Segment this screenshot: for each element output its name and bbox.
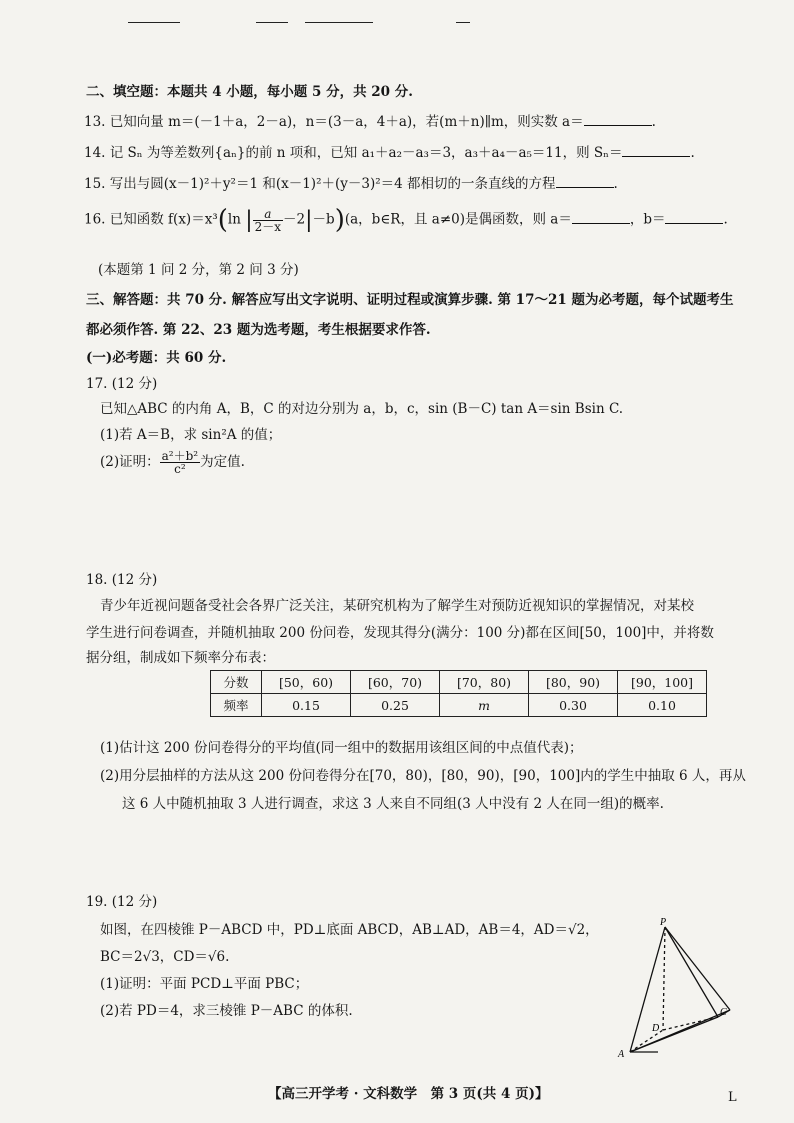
section3-part1: (一)必考题：共 60 分.	[86, 350, 227, 366]
q19-stem-line1: 如图，在四棱锥 P－ABCD 中，PD⊥底面 ABCD，AB⊥AD，AB＝4，AD＝√2，	[100, 922, 599, 938]
corner-mark: L	[728, 1090, 737, 1105]
edge-PD	[663, 927, 665, 1030]
q15-period: .	[613, 176, 618, 192]
q16-prefix: 16. 已知函数 f(x)＝x³	[84, 211, 218, 228]
top-rule-1	[128, 22, 180, 23]
frequency-table	[210, 670, 707, 717]
table-cell: 0.30	[529, 694, 618, 717]
label-C: C	[720, 1007, 727, 1018]
q16-mid: (a，b∈R，且 a≠0)是偶函数，则 a＝	[344, 211, 572, 228]
q18-number: 18. (12 分)	[86, 572, 158, 588]
pyramid-figure	[610, 915, 750, 1065]
q17-number: 17. (12 分)	[86, 376, 158, 392]
q13-text: m＝(－1＋a，2－a)，n＝(3－a，4＋a)，若(m＋n)∥m，则实数 a＝	[168, 114, 584, 130]
table-cell: 频率	[211, 694, 262, 717]
q14-answer-blank[interactable]	[622, 144, 690, 157]
q17-part2	[100, 450, 245, 475]
question-16	[84, 205, 728, 235]
table-row	[211, 694, 707, 717]
q17-part1: (1)若 A＝B，求 sin²A 的值；	[100, 427, 282, 443]
section3-heading-line2: 都必须作答. 第 22、23 题为选考题，考生根据要求作答.	[86, 322, 431, 338]
q16-minus-b: －b	[312, 211, 335, 228]
q13-prefix: 13. 已知向量	[84, 114, 169, 130]
q18-stem-line1: 青少年近视问题备受社会各界广泛关注，某研究机构为了解学生对预防近视知识的掌握情况，对某校	[100, 598, 694, 614]
q19-part2: (2)若 PD＝4，求三棱锥 P－ABC 的体积.	[100, 1003, 353, 1019]
q18-part1: (1)估计这 200 份问卷得分的平均值(同一组中的数据用该组区间的中点值代表)；	[100, 740, 583, 756]
table-cell: [90，100]	[618, 671, 707, 694]
q16-abs-left: |	[245, 207, 253, 233]
q16-big-paren-left: (	[217, 205, 228, 235]
q17-part2-suffix: 为定值.	[200, 454, 245, 470]
q14-text: 14. 记 Sₙ 为等差数列{aₙ}的前 n 项和，已知 a₁＋a₂－a₃＝3，a₃＋a₄－a₅＝11，则 Sₙ＝	[84, 145, 623, 161]
q16-minus-two: －2	[283, 211, 306, 228]
table-cell: [50，60)	[262, 671, 351, 694]
q16-period: .	[723, 211, 728, 228]
table-cell: [60，70)	[351, 671, 440, 694]
q17-frac-num: a²＋b²	[161, 449, 199, 463]
q15-answer-blank[interactable]	[556, 175, 614, 188]
q16-frac-num: a	[253, 208, 283, 221]
label-P: P	[660, 917, 667, 928]
q18-part2-line2: 这 6 人中随机抽取 3 人进行调查，求这 3 人来自不同组(3 人中没有 2 人在同一组)的概率.	[122, 796, 664, 812]
table-cell: 0.25	[351, 694, 440, 717]
q17-stem: 已知△ABC 的内角 A，B，C 的对边分别为 a，b，c，sin (B－C) tan A＝sin Bsin C.	[100, 401, 624, 417]
q16-scoring-note: (本题第 1 问 2 分，第 2 问 3 分)	[98, 262, 299, 278]
edge-PA	[630, 927, 665, 1052]
q19-number: 19. (12 分)	[86, 894, 158, 910]
q18-part2-line1: (2)用分层抽样的方法从这 200 份问卷得分在[70，80)，[80，90)，[90，100]内的学生中抽取 6 人，再从	[100, 768, 746, 784]
label-D: D	[652, 1023, 660, 1034]
table-cell: [70，80)	[440, 671, 529, 694]
q16-big-paren-right: )	[334, 205, 345, 235]
question-14	[84, 141, 695, 161]
top-rule-2	[256, 22, 288, 23]
top-rule-4	[456, 22, 470, 23]
edge-PB	[665, 927, 730, 1010]
top-rule-3	[305, 22, 373, 23]
q13-period: .	[651, 114, 656, 130]
q16-frac-den: 2－x	[254, 219, 282, 234]
q15-text: 15. 写出与圆(x－1)²＋y²＝1 和(x－1)²＋(y－3)²＝4 都相切的一条直线的方程	[84, 176, 556, 192]
q16-abs-right: |	[305, 207, 313, 233]
q19-part1: (1)证明：平面 PCD⊥平面 PBC；	[100, 976, 309, 992]
table-cell: m	[440, 694, 529, 717]
q17-part2-prefix: (2)证明：	[100, 454, 160, 470]
q16-b-label: ，b＝	[629, 211, 666, 228]
q16-a-blank[interactable]	[572, 211, 630, 224]
table-cell: [80，90)	[529, 671, 618, 694]
question-13	[84, 110, 656, 130]
q19-stem-line2: BC＝2√3，CD＝√6.	[100, 949, 230, 965]
q14-period: .	[690, 145, 695, 161]
edge-PC	[665, 927, 718, 1017]
q18-stem-line2: 学生进行问卷调查，并随机抽取 200 份问卷，发现其得分(满分：100 分)都在区间[50，100]中，并将数	[86, 625, 714, 641]
q18-stem-line3: 据分组，制成如下频率分布表：	[86, 650, 275, 666]
section2-heading: 二、填空题：本题共 4 小题，每小题 5 分，共 20 分.	[86, 84, 413, 100]
page-footer: 【高三开学考 · 文科数学 第 3 页(共 4 页)】	[268, 1086, 549, 1102]
question-15	[84, 172, 618, 192]
section3-heading-line1: 三、解答题：共 70 分. 解答应写出文字说明、证明过程或演算步骤. 第 17～21 题为必考题，每个试题考生	[86, 292, 734, 308]
table-cell: 0.15	[262, 694, 351, 717]
table-cell: 0.10	[618, 694, 707, 717]
table-row	[211, 671, 707, 694]
q17-fraction	[160, 450, 200, 475]
q16-ln: ln	[227, 211, 241, 228]
label-A: A	[618, 1049, 625, 1060]
q16-fraction	[253, 208, 283, 233]
q13-answer-blank[interactable]	[584, 113, 652, 126]
q16-b-blank[interactable]	[665, 211, 723, 224]
q17-frac-den: c²	[174, 462, 186, 476]
table-cell: 分数	[211, 671, 262, 694]
edge-AB	[630, 1010, 730, 1052]
